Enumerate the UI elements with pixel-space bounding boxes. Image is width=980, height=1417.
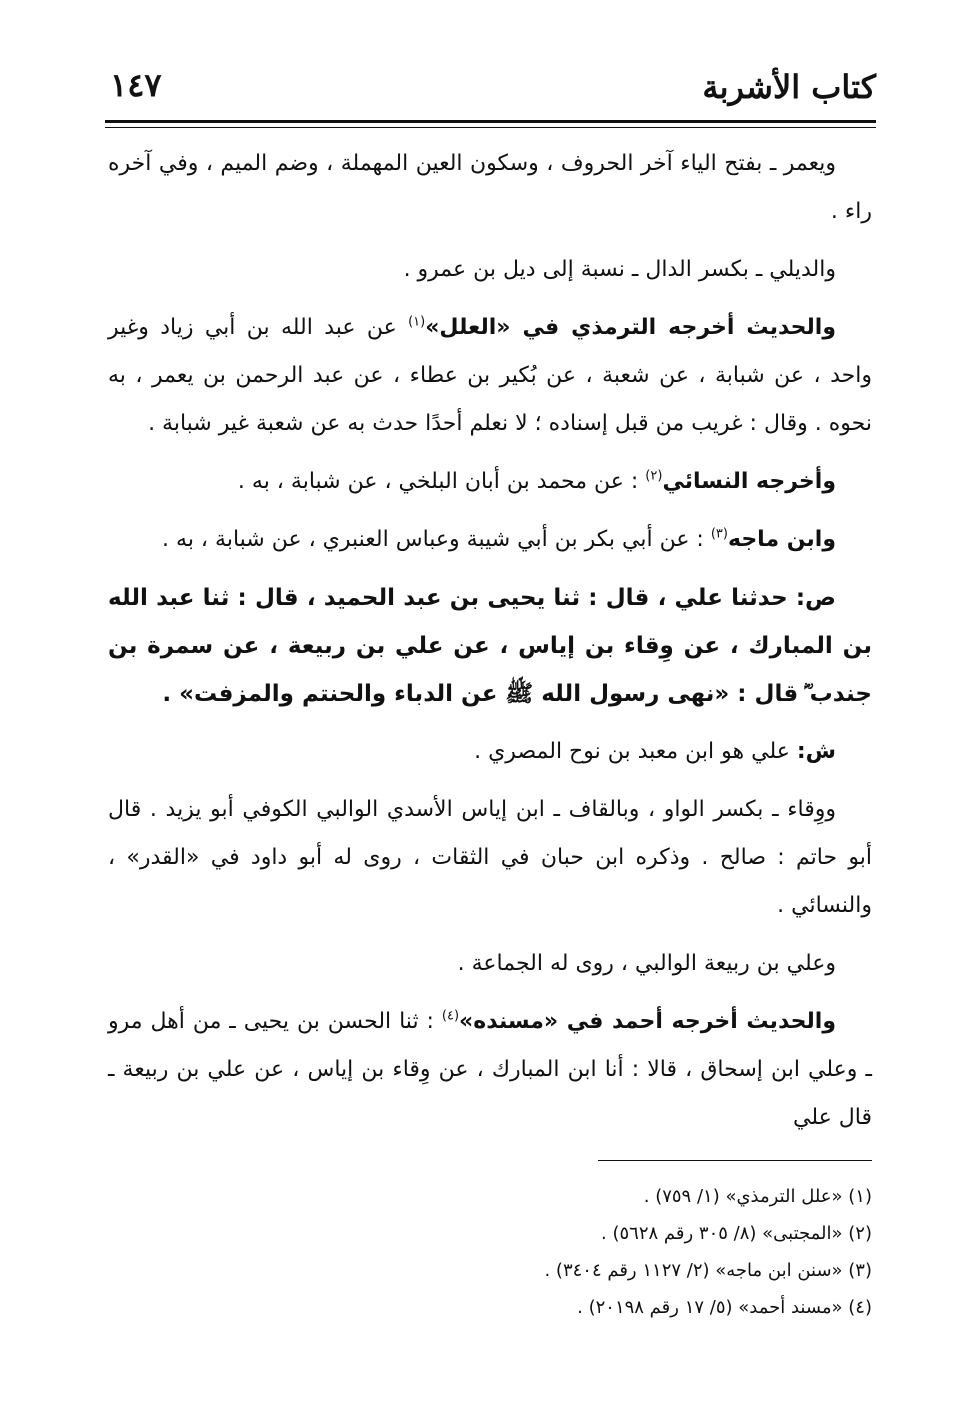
- paragraph-3: [108, 304, 872, 448]
- paragraph-10-lead: والحديث أخرجه أحمد في «مسنده»: [459, 1009, 836, 1034]
- footnote-separator: [598, 1160, 872, 1161]
- paragraph-8: ووِقاء ـ بكسر الواو ، وبالقاف ـ ابن إياس الأسدي الوالبي الكوفي أبو يزيد . قال أبو حاتم : صالح . وذكره ابن حبان في الثقات ، روى له أبو داود في «القدر» ، والنسائي .: [108, 797, 872, 918]
- paragraph-1: ويعمر ـ بفتح الياء آخر الحروف ، وسكون العين المهملة ، وضم الميم ، وفي آخره راء .: [108, 151, 872, 224]
- footnote-ref-3: (٣): [710, 526, 728, 542]
- footnote-ref-2: (٢): [645, 468, 663, 484]
- paragraph-2: [108, 246, 872, 294]
- page-number: ١٤٧: [110, 66, 162, 104]
- paragraph-2-text: والديلي ـ بكسر الدال ـ نسبة إلى ديل بن عمرو .: [403, 257, 836, 282]
- header-rule-thick: [105, 120, 876, 123]
- paragraph-7-lead: ش:: [796, 739, 836, 764]
- paragraph-5-lead: وابن ماجه: [727, 527, 836, 552]
- paragraph-5-text: : عن أبي بكر بن أبي شيبة وعباس العنبري ، عن شبابة ، به .: [162, 527, 711, 552]
- footnote-2: (٢) «المجتبى» (٨/ ٣٠٥ رقم ٥٦٢٨) .: [601, 1223, 872, 1244]
- paragraph-3-text: عن عبد الله بن أبي زياد وغير واحد ، عن شبابة ، عن شعبة ، عن بُكير بن عطاء ، عن عبد الرحمن بن يعمر ، به نحوه . وقال : غريب من قبل إسناده ؛ لا نعلم أحدًا حدث به عن شعبة غير شبابة .: [108, 315, 872, 436]
- paragraph-4-lead: وأخرجه النسائي: [662, 469, 836, 494]
- footnote-ref-4: (٤): [441, 1008, 460, 1024]
- paragraph-9: وعلي بن ربيعة الوالبي ، روى له الجماعة .: [457, 951, 836, 976]
- paragraph-3-lead: والحديث أخرجه الترمذي في «العلل»: [425, 315, 837, 340]
- paragraph-4: [108, 458, 872, 506]
- book-title: كتاب الأشربة: [702, 68, 876, 106]
- header-rule-thin: [105, 127, 876, 128]
- paragraph-10: [108, 998, 872, 1142]
- page-header: [110, 62, 876, 118]
- paragraph-7: [108, 728, 872, 776]
- footnote-4: (٤) «مسند أحمد» (٥/ ١٧ رقم ٢٠١٩٨) .: [577, 1297, 872, 1318]
- main-text: [108, 140, 872, 1142]
- paragraph-10-text: : ثنا الحسن بن يحيى ـ من أهل مرو ـ وعلي ابن إسحاق ، قالا : أنا ابن المبارك ، عن وِقاء بن إياس ، عن علي بن ربيعة ـ قال علي: [108, 1009, 872, 1130]
- footnote-1: (١) «علل الترمذي» (١/ ٧٥٩) .: [643, 1186, 872, 1207]
- footnote-3: (٣) «سنن ابن ماجه» (٢/ ١١٢٧ رقم ٣٤٠٤) .: [544, 1260, 872, 1281]
- paragraph-4-text: : عن محمد بن أبان البلخي ، عن شبابة ، به .: [237, 469, 646, 494]
- paragraph-7-text: علي هو ابن معبد بن نوح المصري .: [474, 739, 797, 764]
- paragraph-5: [108, 516, 872, 564]
- footnotes: [108, 1178, 872, 1326]
- footnote-ref-1: (١): [408, 314, 426, 330]
- hadith-chain: ص: حدثنا علي ، قال : ثنا يحيى بن عبد الحميد ، قال : ثنا عبد الله بن المبارك ، عن وِقاء بن إياس ، عن علي بن ربيعة ، عن سمرة بن جندب ؓ قال : «نهى رسول الله ﷺ عن الدباء والحنتم والمزفت» .: [108, 585, 872, 707]
